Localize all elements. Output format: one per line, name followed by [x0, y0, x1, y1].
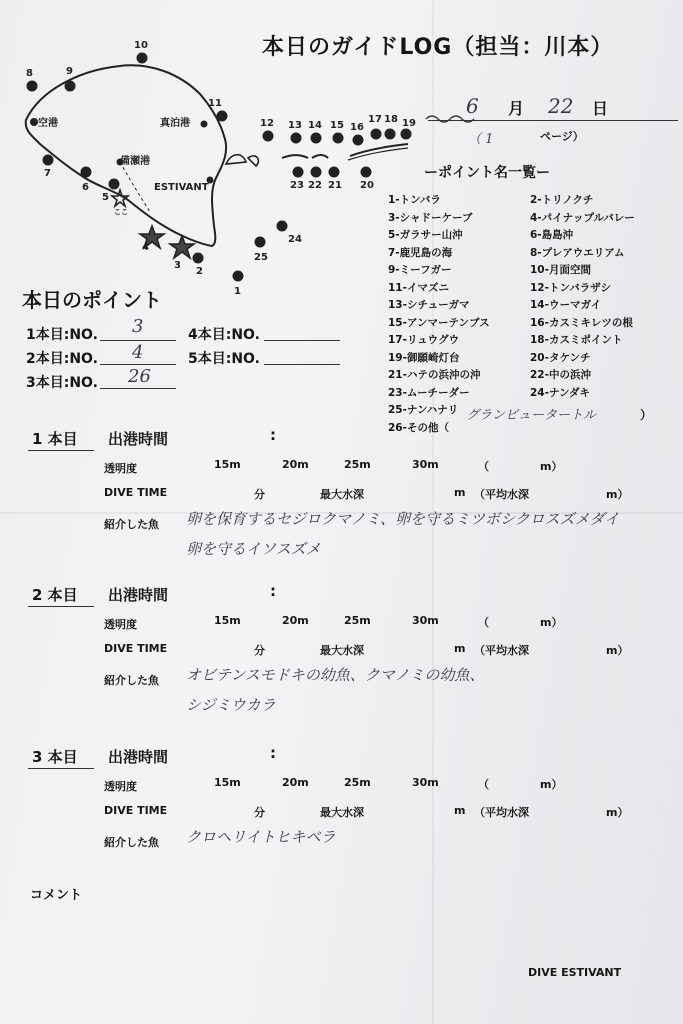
- fish-line: シジミウカラ: [186, 696, 276, 714]
- dive-map: [10, 30, 420, 300]
- date-month: 6: [466, 94, 479, 118]
- point-list-item: 1-トンバラ: [388, 194, 441, 206]
- point-list-item: 15-アンマーテンブス: [388, 316, 490, 329]
- point-label: 2: [196, 266, 203, 277]
- slot-1-underline: [100, 340, 176, 341]
- point-dot-5: [109, 179, 120, 190]
- point-list-item: 7-鹿児島の海: [388, 246, 453, 259]
- visibility-option: 20m: [282, 776, 309, 789]
- avg-depth-label: （平均水深: [474, 806, 529, 819]
- point-list-item: 16-カスミキレツの根: [530, 316, 633, 329]
- point-label: 7: [44, 168, 51, 179]
- islet-shape: [226, 155, 246, 164]
- point-label: 13: [288, 120, 302, 131]
- dive-time-label: DIVE TIME: [104, 642, 168, 655]
- point-label: 16: [350, 122, 364, 133]
- point-dot-6: [81, 167, 92, 178]
- point-dot-2: [193, 253, 204, 264]
- point-label: 17: [368, 114, 382, 125]
- point-other-close: ）: [640, 408, 653, 422]
- point-dot-9: [65, 81, 76, 92]
- point-dot-15: [333, 133, 344, 144]
- point-dot-24: [277, 221, 288, 232]
- point-dot-19: [401, 129, 412, 140]
- point-dot-18: [385, 129, 396, 140]
- point-dot-14: [311, 133, 322, 144]
- max-depth-label: 最大水深: [320, 806, 364, 819]
- max-depth-unit: m: [454, 804, 466, 817]
- slot-5-underline: [264, 364, 340, 365]
- slot-3-underline: [100, 388, 176, 389]
- point-dot-1: [233, 271, 244, 282]
- point-dot-12: [263, 131, 274, 142]
- point-list-item: 13-シチューガマ: [388, 299, 470, 311]
- point-list-item: 25-ナンハナリ: [388, 404, 459, 416]
- max-depth-label: 最大水深: [320, 644, 364, 657]
- point-label: 3: [174, 260, 181, 271]
- dive-heading: 1 本目: [32, 430, 78, 448]
- visibility-option: （: [478, 778, 489, 791]
- departure-time-label: 出港時間: [108, 586, 169, 604]
- point-dot-7: [43, 155, 54, 166]
- point-label: 11: [208, 98, 222, 109]
- dive-time-label: DIVE TIME: [104, 486, 168, 499]
- minutes-label: 分: [254, 806, 265, 819]
- visibility-label: 透明度: [104, 462, 137, 475]
- minutes-label: 分: [254, 644, 265, 657]
- point-dot-16: [353, 135, 364, 146]
- fish-line: 卵を保育するセジロクマノミ、卵を守るミツボシクロスズメダイ: [186, 510, 620, 528]
- slot-2-underline: [100, 364, 176, 365]
- point-dot-22: [311, 167, 322, 178]
- dive-heading-underline: [28, 768, 94, 769]
- point-list-item: 5-ガラサー山沖: [388, 229, 463, 241]
- dive-time-label: DIVE TIME: [104, 804, 168, 817]
- slot-2-label: 2本目:NO.: [26, 351, 98, 367]
- point-list-item: 10-月面空間: [530, 264, 591, 276]
- dive-heading: 3 本目: [32, 748, 78, 766]
- point-label: 18: [384, 114, 398, 125]
- label-zone: ここ: [114, 208, 128, 216]
- slot-5-label: 5本目:NO.: [188, 351, 260, 367]
- visibility-label: 透明度: [104, 780, 137, 793]
- point-label: 4: [142, 242, 149, 253]
- airport-marker: [30, 118, 38, 126]
- reef-line-1: [282, 155, 308, 158]
- today-points-title: 本日のポイント: [22, 288, 162, 312]
- slot-3-label: 3本目:NO.: [26, 375, 98, 391]
- point-label: 1: [234, 286, 241, 297]
- fish-label: 紹介した魚: [104, 836, 159, 849]
- visibility-option: m）: [540, 778, 563, 791]
- point-dot-13: [291, 133, 302, 144]
- point-list-item: 17-リュウグウ: [388, 334, 460, 346]
- visibility-option: 25m: [344, 614, 371, 627]
- visibility-option: 25m: [344, 776, 371, 789]
- visibility-option: m）: [540, 616, 563, 629]
- point-list-item: 9-ミーフガー: [388, 264, 452, 276]
- point-label: 20: [360, 180, 374, 191]
- visibility-option: （: [478, 616, 489, 629]
- point-label: 14: [308, 120, 322, 131]
- point-label: 15: [330, 120, 344, 131]
- page-title: 本日のガイドLOG（担当：川本）: [262, 35, 614, 60]
- point-list-item: 23-ムーチーダー: [388, 386, 470, 399]
- slot-3-value: 26: [128, 366, 151, 387]
- point-list-item: 3-シャドーケーブ: [388, 211, 473, 224]
- visibility-option: 15m: [214, 776, 241, 789]
- avg-depth-unit: m）: [606, 644, 629, 657]
- max-depth-unit: m: [454, 486, 466, 499]
- dive-heading-underline: [28, 606, 94, 607]
- point-dot-17: [371, 129, 382, 140]
- departure-time-colon: :: [270, 426, 276, 444]
- departure-time-colon: :: [270, 582, 276, 600]
- dive-points: [27, 53, 412, 282]
- visibility-option: 20m: [282, 614, 309, 627]
- departure-time-label: 出港時間: [108, 748, 169, 766]
- point-list-item: 2-トリノクチ: [530, 194, 594, 206]
- point-list-item: 18-カスミポイント: [530, 334, 623, 346]
- point-list-item: 22-中の浜沖: [530, 369, 591, 381]
- minutes-label: 分: [254, 488, 265, 501]
- avg-depth-unit: m）: [606, 806, 629, 819]
- port-marker-ojika: [201, 121, 208, 128]
- max-depth-unit: m: [454, 642, 466, 655]
- point-label: 25: [254, 252, 268, 263]
- fish-label: 紹介した魚: [104, 674, 159, 687]
- visibility-label: 透明度: [104, 618, 137, 631]
- slot-1-label: 1本目:NO.: [26, 327, 98, 343]
- reef-line-2: [312, 155, 328, 158]
- point-list-item: 26-その他（: [388, 421, 449, 434]
- point-dot-21: [329, 167, 340, 178]
- visibility-option: 20m: [282, 458, 309, 471]
- point-list-item: 6-島島沖: [530, 229, 574, 241]
- point-dot-20: [361, 167, 372, 178]
- visibility-option: 15m: [214, 614, 241, 627]
- visibility-option: 15m: [214, 458, 241, 471]
- avg-depth-label: （平均水深: [474, 488, 529, 501]
- point-label: 19: [402, 118, 416, 129]
- fish-label: 紹介した魚: [104, 518, 159, 531]
- fish-line: オビテンスモドキの幼魚、クマノミの幼魚、: [186, 666, 485, 684]
- dive-heading-underline: [28, 450, 94, 451]
- label-shop: ESTIVANT: [154, 182, 209, 193]
- slot-1-value: 3: [132, 316, 144, 337]
- point-list-item: 20-タケンチ: [530, 351, 591, 364]
- point-label: 23: [290, 180, 304, 191]
- fish-line: 卵を守るイソスズメ: [186, 540, 321, 558]
- brand-footer: DIVE ESTIVANT: [528, 966, 622, 979]
- point-label: 12: [260, 118, 274, 129]
- point-list-item: 12-トンバラザシ: [530, 281, 612, 294]
- date-underline: [428, 120, 678, 121]
- visibility-option: 30m: [412, 614, 439, 627]
- point-dot-23: [293, 167, 304, 178]
- comment-label: コメント: [30, 888, 83, 903]
- point-label: 22: [308, 180, 322, 191]
- date-wave-decoration: [424, 110, 484, 124]
- slot-4-underline: [264, 340, 340, 341]
- visibility-option: 30m: [412, 458, 439, 471]
- point-label: 9: [66, 66, 73, 77]
- departure-time-colon: :: [270, 744, 276, 762]
- point-other-value: グランビュータートル: [466, 408, 597, 423]
- visibility-option: 30m: [412, 776, 439, 789]
- departure-time-label: 出港時間: [108, 430, 169, 448]
- point-list-item: 14-ウーマガイ: [530, 299, 602, 311]
- point-label: 24: [288, 234, 302, 245]
- slot-2-value: 4: [132, 342, 144, 363]
- point-list-item: 24-ナンダキ: [530, 386, 591, 399]
- point-dot-25: [255, 237, 266, 248]
- point-dot-8: [27, 81, 38, 92]
- point-list-item: 4-パイナップルバレー: [530, 211, 635, 224]
- point-label: 5: [102, 192, 109, 203]
- point-label: 10: [134, 40, 148, 51]
- fish-line: クロヘリイトヒキベラ: [186, 828, 336, 846]
- slot-4-label: 4本目:NO.: [188, 327, 260, 343]
- visibility-option: 25m: [344, 458, 371, 471]
- max-depth-label: 最大水深: [320, 488, 364, 501]
- reef-line-3: [350, 144, 408, 156]
- point-list-item: 11-イマズニ: [388, 281, 449, 294]
- point-label: 6: [82, 182, 89, 193]
- point-dot-11: [217, 111, 228, 122]
- point-label: 8: [26, 68, 33, 79]
- point-list-item: 8-プレアウエリアム: [530, 246, 625, 259]
- point-list-title: ーポイント名一覧ー: [424, 165, 550, 181]
- month-label: 月: [508, 99, 525, 118]
- star-markers: [112, 190, 194, 258]
- point-dot-10: [137, 53, 148, 64]
- dive-heading: 2 本目: [32, 586, 78, 604]
- point-list-item: 21-ハテの浜沖の沖: [388, 369, 481, 381]
- label-airport: 空港: [38, 118, 58, 129]
- label-port-ojika: 真泊港: [160, 118, 190, 129]
- label-port-bise: 備瀬港: [120, 156, 150, 167]
- day-label: 日: [592, 99, 609, 118]
- date-day: 22: [548, 94, 574, 118]
- visibility-option: （: [478, 460, 489, 473]
- visibility-option: m）: [540, 460, 563, 473]
- point-label: 21: [328, 180, 342, 191]
- avg-depth-unit: m）: [606, 488, 629, 501]
- point-list-item: 19-御願崎灯台: [388, 351, 460, 364]
- islet-shape-2: [248, 156, 258, 166]
- page-number: （ 1: [468, 132, 494, 147]
- avg-depth-label: （平均水深: [474, 644, 529, 657]
- page-label: ページ）: [540, 130, 584, 143]
